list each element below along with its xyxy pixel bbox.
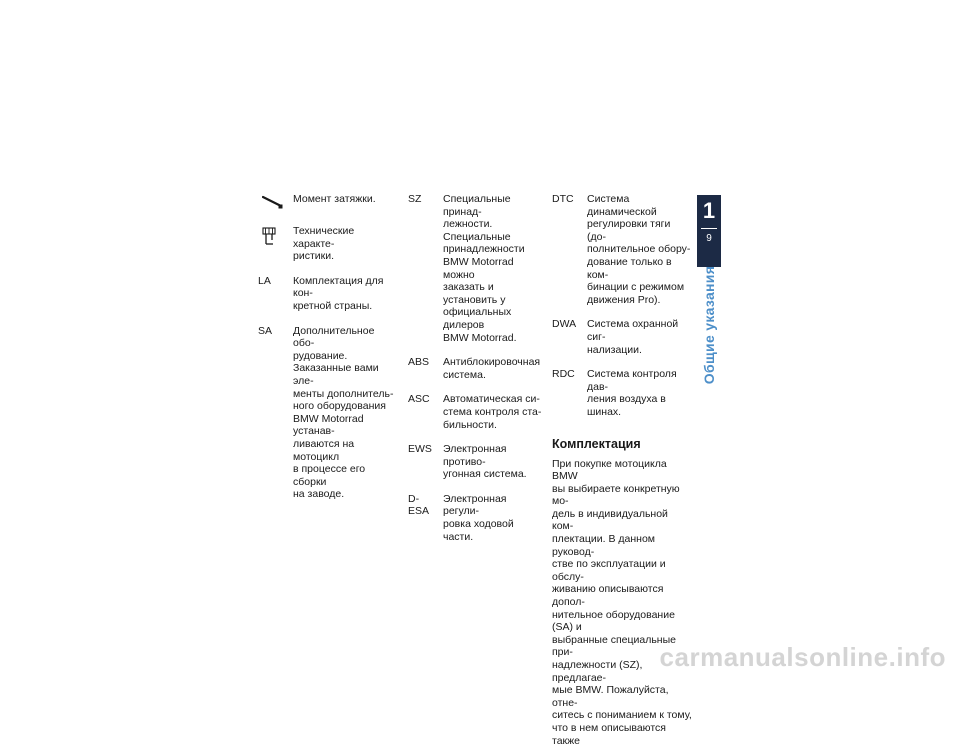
legend-desc: Система охранной сиг- нализации. <box>587 318 692 356</box>
chapter-divider <box>701 228 717 229</box>
legend-desc: Момент затяжки. <box>293 193 398 206</box>
legend-entry-dwa <box>552 318 692 356</box>
legend-desc: Комплектация для кон- кретной страны. <box>293 275 398 313</box>
legend-entry-d-esa <box>408 493 543 543</box>
chapter-title: Общие указания <box>701 266 717 384</box>
legend-desc: Антиблокировочная система. <box>443 356 543 381</box>
legend-entry-asc <box>408 393 543 431</box>
legend-desc: Дополнительное обо- рудование. Заказанные вами эле- менты дополнитель- ного оборудования BMW Motorrad устанав- ливаются на мотоцикл в процессе его сборки на заводе. <box>293 325 398 501</box>
legend-entry-technical-data <box>258 225 398 263</box>
legend-desc: Электронная регули- ровка ходовой части. <box>443 493 543 543</box>
legend-entry-ews <box>408 443 543 481</box>
torque-wrench-icon <box>258 193 293 213</box>
legend-desc: Электронная противо- угонная система. <box>443 443 543 481</box>
legend-abbr: DTC <box>552 193 587 206</box>
legend-desc: Технические характе- ристики. <box>293 225 398 263</box>
chapter-tab <box>697 195 721 267</box>
legend-abbr: ASC <box>408 393 443 406</box>
legend-column-1 <box>258 193 398 513</box>
legend-entry-sz <box>408 193 543 344</box>
legend-desc: Система контроля дав- ления воздуха в шинах. <box>587 368 692 418</box>
legend-abbr: SA <box>258 325 293 338</box>
legend-abbr: SZ <box>408 193 443 206</box>
legend-entry-la <box>258 275 398 313</box>
legend-desc: Специальные принад- лежности. Специальные принадлежности BMW Motorrad можно заказать и установить у официальных дилеров BMW Motorrad. <box>443 193 543 344</box>
legend-entry-torque <box>258 193 398 213</box>
legend-entry-dtc <box>552 193 692 306</box>
legend-abbr: DWA <box>552 318 587 331</box>
legend-entry-rdc <box>552 368 692 418</box>
page-number: 9 <box>697 233 721 245</box>
legend-abbr: ABS <box>408 356 443 369</box>
legend-abbr: EWS <box>408 443 443 456</box>
legend-desc: Система динамической регулировки тяги (до- полнительное обору- дование только в ком- бинации с режимом движения Pro). <box>587 193 692 306</box>
watermark: carmanualsonline.info <box>660 642 946 673</box>
section-heading: Комплектация <box>552 437 692 452</box>
legend-abbr: RDC <box>552 368 587 381</box>
legend-column-2 <box>408 193 543 555</box>
technical-data-icon <box>258 225 293 245</box>
chapter-number: 1 <box>697 200 721 222</box>
legend-desc: Автоматическая си- стема контроля ста- бильности. <box>443 393 543 431</box>
legend-abbr: D- ESA <box>408 493 443 518</box>
legend-abbr: LA <box>258 275 293 288</box>
legend-entry-sa <box>258 325 398 501</box>
section-body: При покупке мотоцикла BMW вы выбираете конкретную мо- дель в индивидуальной ком- плектации. В данном руковод- стве по эксплуатации и обслу- живанию описываются допол- нительное оборудование (SA) и выбранные специальные при- надлежности (SZ), предлагае- мые BMW. Пожалуйста, отне- ситесь с пониманием к тому, что в нем описываются также <box>552 458 692 747</box>
legend-entry-abs <box>408 356 543 381</box>
